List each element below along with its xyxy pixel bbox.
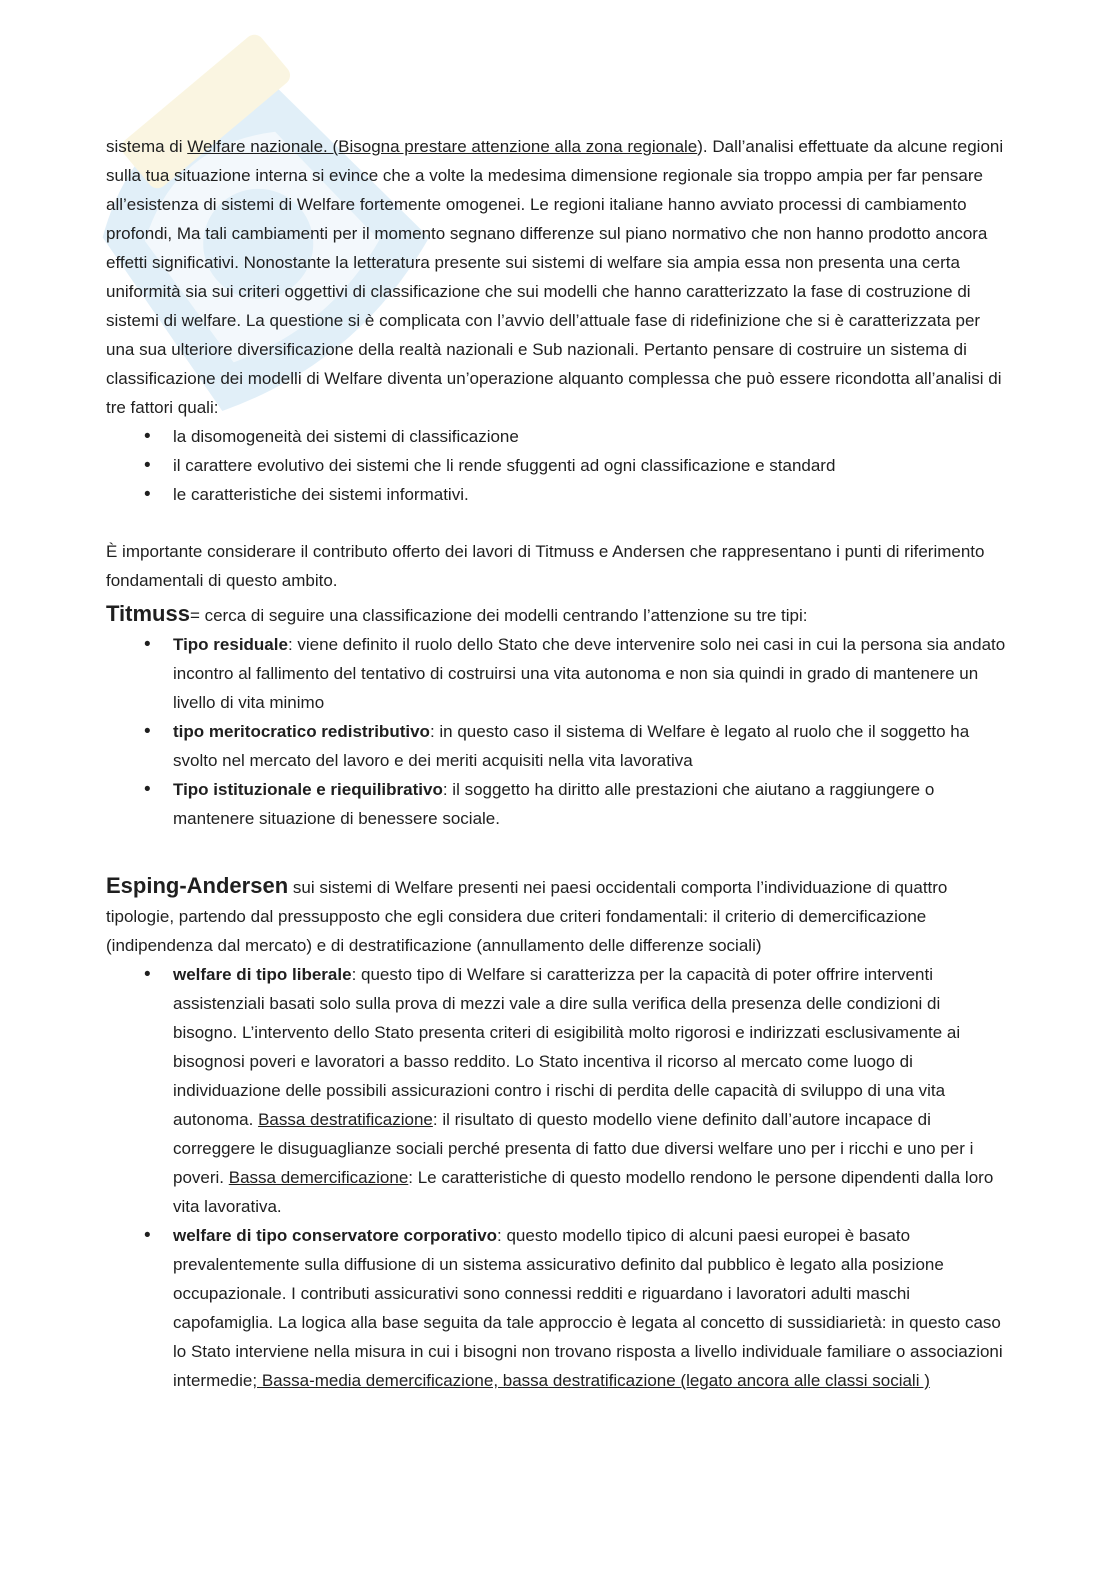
list-item (173, 717, 1006, 775)
term-label: tipo meritocratico redistributivo (173, 722, 430, 741)
list-item (173, 775, 1006, 833)
underlined-text: Welfare nazionale. (Bisogna prestare attenzione alla zona regionale (187, 137, 698, 156)
term-label: Tipo residuale (173, 635, 288, 654)
text-span: : Le caratteristiche di questo modello rendono le persone dipendenti dalla loro vita lavorativa. (173, 1168, 994, 1216)
esping-list (106, 960, 1006, 1395)
term-label: welfare di tipo liberale (173, 965, 352, 984)
text-span: ). Dall’analisi effettuate da alcune regioni sulla tua situazione interna si evince che a volte la medesima dimensione regionale sia troppo ampia per far pensare all’esistenza di sistemi di Welfare fortemente omogenei. Le regioni italiane hanno avviato processi di cambiamento profondi, Ma tali cambiamenti per il momento segnano differenze sul piano normativo che non hanno prodotto ancora effetti significativi. Nonostante la letteratura presente sui sistemi di welfare sia ampia essa non presenta una certa uniformità sia sui criteri oggettivi di classificazione che sui modelli che hanno caratterizzato la fase di costruzione di sistemi di welfare. La questione si è complicata con l’avvio dell’attuale fase di ridefinizione che si è caratterizzata per una sua ulteriore diversificazione della realtà nazionali e Sub nazionali. Pertanto pensare di costruire un sistema di classificazione dei modelli di Welfare diventa un’operazione alquanto complessa che può essere ricondotta all’analisi di tre fattori quali: (106, 137, 1004, 417)
text-span: : il risultato di questo modello viene definito dall’autore incapace di correggere le disuguaglianze sociali perché presenta di fatto due diversi welfare uno per i ricchi e uno per i poveri. (173, 1110, 974, 1187)
list-item (173, 630, 1006, 717)
esping-paragraph (106, 871, 1006, 960)
list-item: • il carattere evolutivo dei sistemi che li rende sfuggenti ad ogni classificazione e standard (173, 451, 1006, 480)
esping-heading: Esping-Andersen (106, 873, 289, 898)
text-span: : questo tipo di Welfare si caratterizza per la capacità di poter offrire interventi assistenziali basati solo sulla prova di mezzi vale a dire sulla verifica della presenza delle condizioni di bisogno. L’intervento dello Stato presenta criteri di esigibilità molto rigorosi e indirizzati esclusivamente ai bisognosi poveri e lavoratori a basso reddito. Lo Stato incentiva il ricorso al mercato come luogo di individuazione delle possibili assicurazioni contro i rischi di perdita delle capacità di sviluppo di una vita autonoma. (173, 965, 961, 1129)
text-span: sui sistemi di Welfare presenti nei paesi occidentali comporta l’individuazione di quattro tipologie, partendo dal pressupposto che egli considera due criteri fondamentali: il criterio di demercificazione (indipendenza dal mercato) e di destratificazione (annullamento delle differenze sociali) (106, 878, 948, 955)
titmuss-heading: Titmuss (106, 601, 190, 626)
underlined-text: ; Bassa-media demercificazione, bassa destratificazione (legato ancora alle classi sociali ) (252, 1371, 930, 1390)
list-item (173, 1221, 1006, 1395)
document-body (106, 132, 1006, 1395)
factors-list (106, 422, 1006, 509)
text-span: : questo modello tipico di alcuni paesi europei è basato prevalentemente sulla diffusione di un sistema assicurativo definito dal pubblico è legato alla posizione occupazionale. I contributi assicurativi sono connessi redditi e riguardano i lavoratori adulti maschi capofamiglia. La logica alla base seguita da tale approccio è legata al concetto di sussidiarietà: in questo caso lo Stato interviene nella misura in cui i bisogni non trovano risposta a livello individuale familiare o associazioni intermedie (173, 1226, 1003, 1390)
term-label: welfare di tipo conservatore corporativo (173, 1226, 498, 1245)
list-item: • le caratteristiche dei sistemi informativi. (173, 480, 1006, 509)
text-span: sistema di (106, 137, 188, 156)
list-item: • la disomogeneità dei sistemi di classificazione (173, 422, 1006, 451)
text-span: : il soggetto ha diritto alle prestazioni che aiutano a raggiungere o mantenere situazione di benessere sociale. (173, 780, 935, 828)
titmuss-paragraph (106, 599, 1006, 630)
text-span: : in questo caso il sistema di Welfare è legato al ruolo che il soggetto ha svolto nel mercato del lavoro e dei meriti acquisiti nella vita lavorativa (173, 722, 970, 770)
text-span: : viene definito il ruolo dello Stato che deve intervenire solo nei casi in cui la persona sia andato incontro al fallimento del tentativo di costruirsi una vita autonoma e non sia quindi in grado di mantenere un livello di vita minimo (173, 635, 1006, 712)
text-span: = cerca di seguire una classificazione dei modelli centrando l’attenzione su tre tipi: (189, 606, 808, 625)
term-label: Tipo istituzionale e riequilibrativo (173, 780, 443, 799)
intro-paragraph (106, 132, 1006, 422)
titmuss-list (106, 630, 1006, 833)
underlined-text: Bassa demercificazione (228, 1168, 409, 1187)
underlined-text: Bassa destratificazione (258, 1110, 433, 1129)
list-item (173, 960, 1006, 1221)
references-paragraph: È importante considerare il contributo offerto dei lavori di Titmuss e Andersen che rappresentano i punti di riferimento fondamentali di questo ambito. (106, 542, 985, 590)
